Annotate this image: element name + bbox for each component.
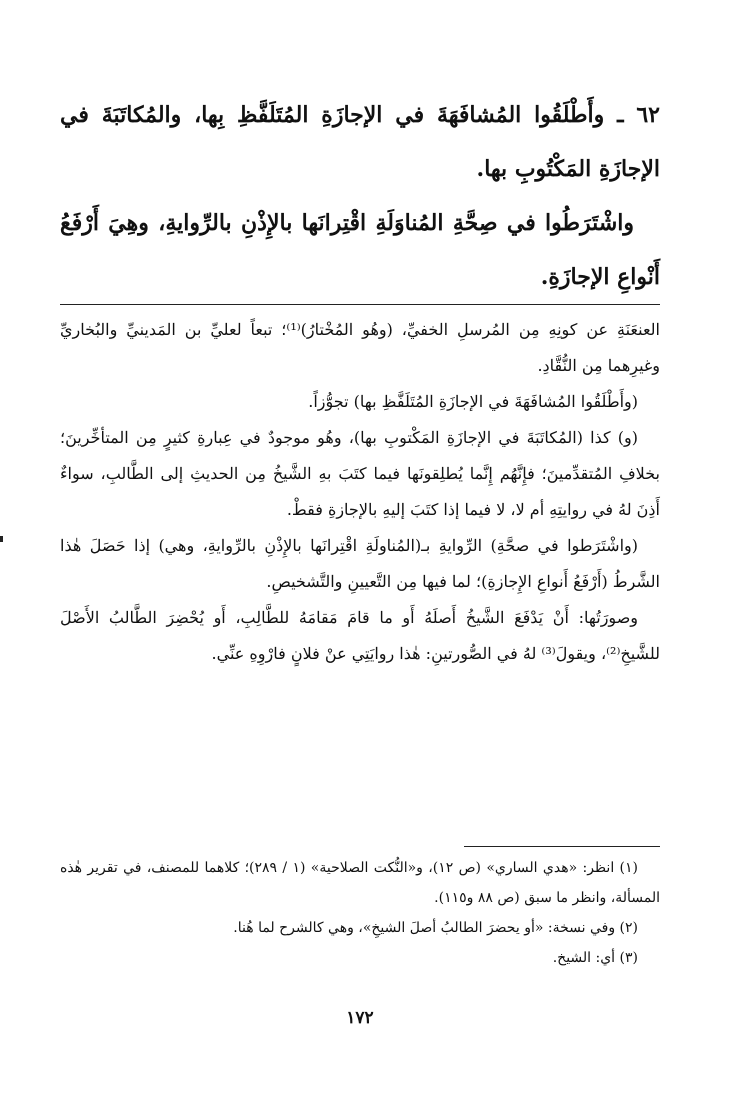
margin-mark	[0, 536, 3, 542]
main-text	[60, 88, 660, 304]
footnote-divider	[464, 846, 660, 847]
footnote-2: (٢) وفي نسخة: «أو يحضرَ الطالبُ أصلَ الشيخِ»، وهي كالشرح لما هُنا.	[233, 920, 638, 936]
matn-paragraph-munawala: واشْتَرَطُوا في صِحَّةِ المُناوَلَةِ اقْتِرانَها بالإِذْنِ بالرِّوايةِ، وهِيَ أَرْفَعُ أَنْواعِ الإجازَةِ.	[60, 210, 660, 290]
footnote-3: (٣) أي: الشيخ.	[552, 950, 638, 966]
sharh-paragraph-4: (واشْتَرَطوا في صحَّةِ) الرِّوايةِ بـ(المُناولَةِ اقْتِرانَها بالإِذْنِ بالرِّوايةِ، وهي) إذا حَصَلَ هٰذا الشَّرطُ (أَرْفَعُ أَنواعِ الإِجازةِ)؛ لما فيها مِن التَّعيينِ والتَّشخيصِ.	[60, 536, 660, 591]
page-number: ١٧٢	[346, 1008, 374, 1028]
matn-paragraph-62: ٦٢ ـ وأَطْلَقُوا المُشافَهَةَ في الإجازَةِ المُتَلَفَّظِ بِها، والمُكاتَبَةَ في الإجازَةِ المَكْتُوبِ بها.	[60, 102, 660, 182]
sharh-paragraph-3: (و) كذا (المُكاتَبَةَ في الإجازَةِ المَكْتوبِ بها)، وهُو موجودٌ في عِبارةِ كثيرٍ مِن المتأخِّرينَ؛ بخلافِ المُتقدِّمينَ؛ فإِنَّهُم إِنَّما يُطلِقونَها فيما كتَبَ بهِ الشَّيخُ مِن الحديثِ إلى الطَّالبِ، سواءٌ أَذِنَ لهُ في روايتِهِ أم لا، لا فيما إذا كتَبَ إليهِ بالإجازةِ فقطْ.	[60, 428, 660, 519]
commentary-text	[60, 312, 660, 672]
main-divider	[60, 304, 660, 305]
sharh-paragraph-1: العنعَنَةِ عن كونِهِ مِن المُرسلِ الخفيِّ، (وهُو المُخْتارُ)⁽¹⁾؛ تبعاً لعليِّ بن المَدينيِّ والبُخاريِّ وغيرِهما مِن النُّقَّادِ.	[60, 320, 660, 375]
sharh-paragraph-2: (وأَطْلَقُوا المُشافَهَةَ في الإجازَةِ المُتَلَفَّظِ بها) تجوُّزاً.	[308, 392, 638, 411]
footnote-1: (١) انظر: «هدي الساري» (ص ١٢)، و«النُّكت الصلاحية» (١ / ٢٨٩)؛ كلاهما للمصنف، في تقرير هٰذه المسألة، وانظر ما سبق (ص ٨٨ و١١٥).	[60, 860, 660, 906]
sharh-paragraph-5: وصورَتُها: أَنْ يَدْفَعَ الشَّيخُ أَصلَهُ أَو ما قامَ مَقامَهُ للطَّالِبِ، أَو يُحْضِرَ الطَّالبُ الأَصْلَ للشَّيخِ⁽²⁾، ويقولَ⁽³⁾ لهُ في الصُّورتينِ: هٰذا روايَتِي عنْ فلانٍ فارْوِهِ عنِّي.	[60, 608, 660, 663]
book-page	[60, 0, 660, 1107]
footnotes	[60, 853, 660, 973]
